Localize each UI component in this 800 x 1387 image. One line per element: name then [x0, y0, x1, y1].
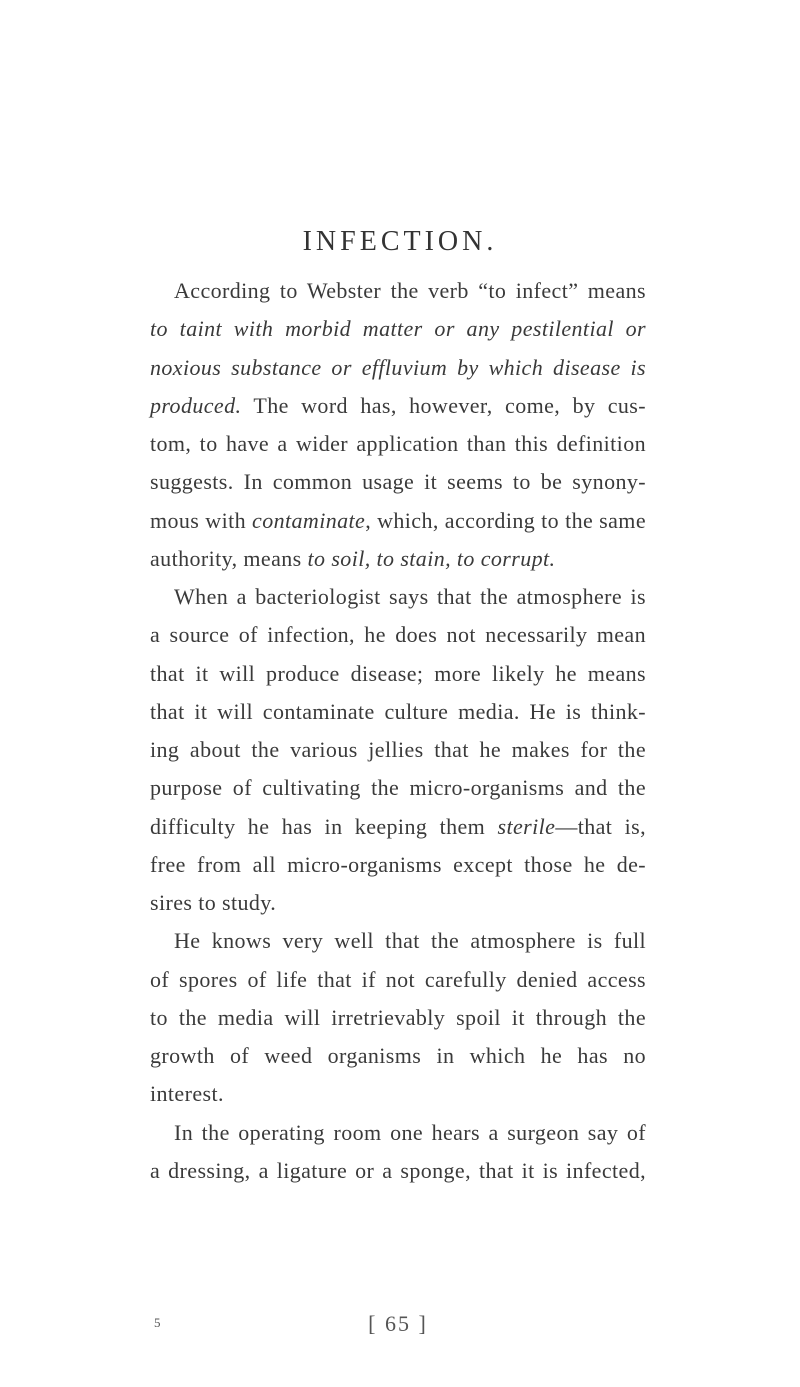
text-line	[150, 769, 646, 807]
italic-text: contaminate	[252, 507, 366, 533]
text-run: tom, to have a wider application than this definition	[150, 431, 646, 456]
text-run: that it will produce disease; more likely he means	[150, 660, 646, 686]
text-line	[150, 540, 646, 578]
text-line	[150, 922, 646, 960]
text-run: growth of weed organisms in which he has no	[150, 1043, 646, 1068]
text-line	[150, 387, 646, 425]
text-run: authority, means	[150, 545, 308, 571]
text-run: a source of infection, he does not necessarily mean	[150, 622, 646, 648]
text-run: interest.	[150, 1081, 224, 1107]
text-run: According to Webster the verb “to infect” means	[174, 278, 646, 303]
text-line	[150, 425, 646, 463]
text-line	[150, 1152, 646, 1190]
text-run: The word has, however, come, by cus-	[241, 392, 646, 418]
text-run: to the media will irretrievably spoil it through the	[150, 1004, 646, 1030]
text-line	[150, 463, 646, 501]
text-run: difficulty he has in keeping them	[150, 813, 498, 839]
text-line	[150, 999, 646, 1037]
text-run: When a bacteriologist says that the atmosphere is	[174, 584, 646, 609]
text-run: of spores of life that if not carefully denied access	[150, 966, 646, 992]
text-line	[150, 502, 646, 540]
italic-text: noxious substance or effluvium by which disease is	[150, 354, 646, 380]
text-line	[150, 1075, 646, 1113]
page-number: [ 65 ]	[368, 1311, 428, 1336]
italic-text: to soil, to stain, to corrupt.	[307, 545, 556, 571]
page-footer	[150, 1311, 646, 1345]
text-run: In the operating room one hears a surgeon say of	[174, 1119, 646, 1145]
text-run: sires to study.	[150, 890, 277, 915]
text-line	[150, 846, 646, 884]
text-line	[150, 310, 646, 348]
text-line	[150, 1037, 646, 1075]
italic-text: produced.	[150, 392, 242, 418]
text-run: suggests. In common usage it seems to be synony-	[150, 469, 646, 495]
text-line	[150, 578, 646, 616]
text-run: He knows very well that the atmosphere is full	[174, 928, 646, 954]
text-run: mous with	[150, 507, 253, 533]
text-line	[150, 961, 646, 999]
text-run: purpose of cultivating the micro-organisms and the	[150, 775, 646, 801]
text-line	[150, 693, 646, 731]
text-run: ing about the various jellies that he makes for the	[150, 737, 646, 762]
text-line	[150, 808, 646, 846]
signature-mark: 5	[154, 1315, 161, 1330]
text-run: , which, according to the same	[365, 507, 646, 533]
text-line	[150, 616, 646, 654]
text-run: —that is,	[555, 813, 647, 839]
italic-text: to taint with morbid matter or any pestilential or	[150, 316, 646, 342]
text-line	[150, 1114, 646, 1152]
text-run: free from all micro-organisms except those he de-	[150, 851, 646, 877]
text-line	[150, 884, 646, 922]
chapter-title: INFECTION.	[302, 226, 498, 257]
text-line	[150, 272, 646, 310]
text-line	[150, 731, 646, 769]
text-run: a dressing, a ligature or a sponge, that it is infected,	[150, 1157, 646, 1183]
text-line	[150, 655, 646, 693]
text-line	[150, 349, 646, 387]
text-run: that it will contaminate culture media. He is think-	[150, 698, 646, 724]
italic-text: sterile	[497, 813, 556, 839]
body-text	[150, 272, 646, 1190]
